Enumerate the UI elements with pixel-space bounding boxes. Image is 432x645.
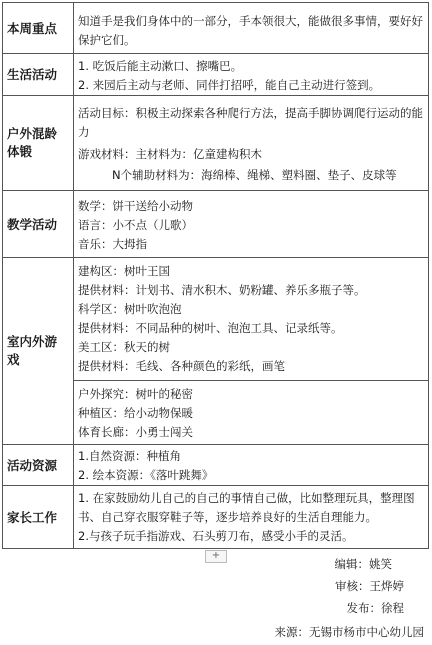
row-label: 教学活动: [3, 191, 74, 258]
row-parents: [3, 486, 429, 549]
expand-table-button[interactable]: +: [205, 550, 227, 563]
weekly-plan-table: [2, 2, 429, 549]
content-line: 1.自然资源：种植角: [78, 448, 181, 463]
content-line: 1. 吃饭后能主动漱口、擦嘴巴。: [78, 58, 243, 73]
row-teaching: [3, 191, 429, 258]
row-weekly-focus: [3, 3, 429, 54]
content-line: 体育长廊：小勇士闯关: [78, 424, 193, 439]
outdoor-games: [74, 380, 428, 442]
row-label: 家长工作: [3, 486, 74, 549]
row-daily-life: [3, 54, 429, 96]
row-games: [3, 258, 429, 445]
footer-source: 来源：无锡市杨市中心幼儿园: [274, 625, 424, 639]
content-line: 户外探究：树叶的秘密: [78, 386, 193, 401]
row-label: 活动资源: [3, 445, 74, 486]
content-line: 科学区：树叶吹泡泡: [78, 301, 182, 316]
content-line: 建构区：树叶王国: [78, 263, 170, 278]
content-line: 语言：小不点（儿歌）: [78, 217, 193, 232]
row-outdoor-exercise: [3, 96, 429, 191]
footer-publisher: 发布：徐程: [346, 601, 404, 615]
content-line: 活动目标：积极主动探索各种爬行方法，提高手脚协调爬行运动的能力: [78, 105, 423, 139]
content-line: 数学：饼干送给小动物: [78, 198, 193, 213]
row-label: 本周重点: [3, 3, 74, 54]
content-line: 美工区：秋天的树: [78, 339, 170, 354]
footer-editor: 编辑：姚笑: [334, 557, 392, 571]
content-line: N个辅助材料为：海绵棒、绳梯、塑料圈、垫子、皮球等: [112, 167, 397, 182]
content-line: 音乐：大拇指: [78, 236, 147, 251]
row-resources: [3, 445, 429, 486]
content-line: 种植区：给小动物保暖: [78, 405, 193, 420]
content-line: 2.与孩子玩手指游戏、石头剪刀布，感受小手的灵活。: [78, 529, 354, 543]
footer-reviewer: 审核：王烨婷: [335, 579, 404, 593]
row-label: 生活活动: [3, 54, 74, 96]
row-label: 室内外游戏: [3, 258, 74, 445]
content-line: 2. 绘本资源：《落叶跳舞》: [78, 467, 214, 482]
row-label: 户外混龄体锻: [3, 96, 74, 191]
content-line: 2. 来园后主动与老师、同伴打招呼，能自己主动进行签到。: [78, 77, 381, 92]
content-line: 1. 在家鼓励幼儿自己的自己的事情自己做，比如整理玩具，整理图书、自己穿衣服穿鞋子等，逐步培养良好的生活自理能力。: [78, 491, 415, 524]
content-line: 提供材料：毛线、各种颜色的彩纸，画笔: [78, 358, 285, 373]
content-line: 提供材料：计划书、清水积木、奶粉罐、养乐多瓶子等。: [78, 282, 366, 297]
content-line: 游戏材料：主材料为：亿童建构积木: [78, 146, 262, 161]
content-line: 提供材料：不同品种的树叶、泡泡工具、记录纸等。: [78, 320, 343, 335]
content-line: 知道手是我们身体中的一部分，手本领很大，能做很多事情，要好好保护它们。: [78, 13, 423, 47]
